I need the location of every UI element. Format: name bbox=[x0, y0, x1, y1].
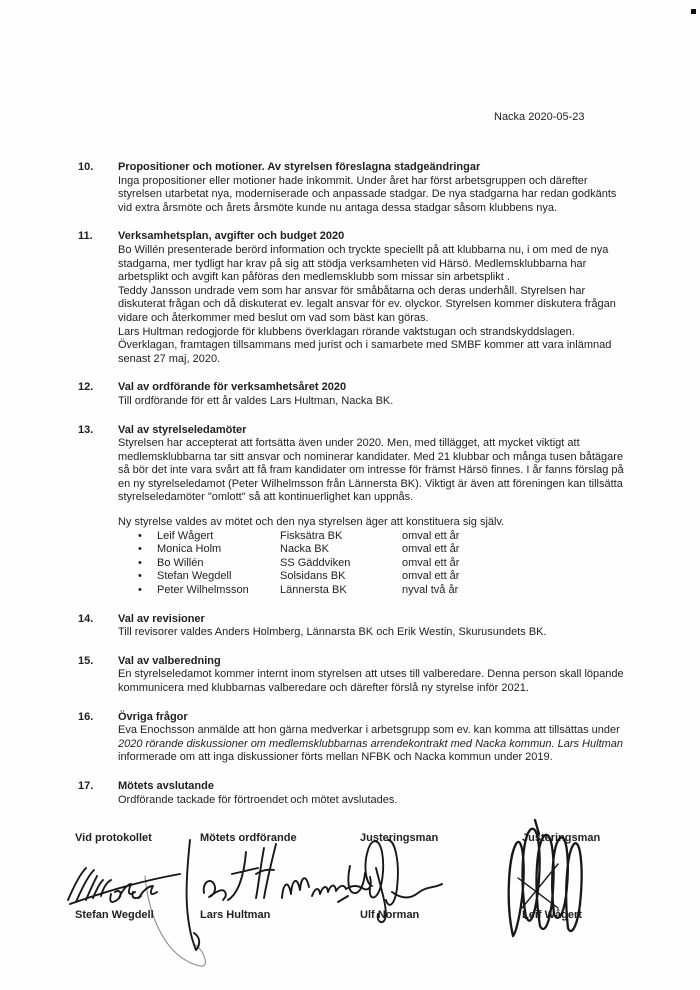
body-line: Inga propositioner eller motioner hade inkommit. Under året har först arbetsgruppen och därefter bbox=[118, 174, 588, 187]
member-term: nyval två år bbox=[402, 584, 459, 597]
bullet-icon: • bbox=[138, 529, 142, 542]
section-title: Val av valberedning bbox=[118, 654, 221, 667]
body-line: En styrelseledamot kommer internt inom styrelsen att utses till valberedare. Denna person skall löpande bbox=[118, 668, 624, 681]
signature-role-label: Justeringsman bbox=[360, 832, 439, 845]
section-title: Val av ordförande för verksamhetsåret 2020 bbox=[118, 381, 347, 394]
section-number: 15. bbox=[78, 654, 94, 667]
member-club: Fisksätra BK bbox=[280, 529, 343, 542]
section-number: 11. bbox=[78, 230, 93, 243]
body-line: Ordförande tackade för förtroendet och mötet avslutades. bbox=[118, 793, 398, 806]
body-line: vidare och återkommer med beslut om vad som bäst kan göras. bbox=[118, 311, 429, 324]
section-11 bbox=[78, 230, 658, 366]
section-title: Verksamhetsplan, avgifter och budget 2020 bbox=[118, 230, 345, 243]
bullet-icon: • bbox=[138, 584, 142, 597]
board-member-row bbox=[118, 543, 658, 557]
signature-role-label: Vid protokollet bbox=[75, 832, 152, 845]
body-line: styrelseledamöter "omlott" så att kontinuerlighet kan uppnås. bbox=[118, 491, 414, 504]
section-title: Val av revisioner bbox=[118, 612, 205, 625]
body-line: Teddy Jansson undrade vem som har ansvar för småbåtarna och deras underhåll. Styrelsen har bbox=[118, 284, 586, 297]
section-number: 17. bbox=[78, 779, 94, 792]
body-line: diskuterat frågan och då diskuterat ev. legalt ansvar för ev. olyckor. Styrelsen kommer diskutera frågan bbox=[118, 298, 616, 311]
signature-name: Ulf Norman bbox=[360, 909, 420, 922]
section-number: 12. bbox=[78, 381, 94, 394]
body-line: informerade om att inga diskussioner förts mellan NFBK och Nacka kommun under 2019. bbox=[118, 751, 553, 764]
member-term: omval ett år bbox=[402, 570, 460, 583]
section-title: Val av styrelseledamöter bbox=[118, 423, 247, 436]
body-line: medlemsklubbarna tar sitt ansvar och nominerar kandidater. Med 21 klubbar och många tusen båtägare bbox=[118, 450, 624, 463]
member-name: Peter Wilhelmsson bbox=[157, 584, 249, 597]
body-line: 2020 rörande diskussioner om medlemsklubbarnas arrendekontrakt med Nacka kommun. Lars Hultman bbox=[118, 737, 624, 750]
body-line: Lars Hultman redogjorde för klubbens överklagan rörande vaktstugan och strandskyddslagen. bbox=[118, 325, 575, 338]
board-list-intro: Ny styrelse valdes av mötet och den nya styrelsen äger att konstituera sig själv. bbox=[118, 516, 505, 529]
signature-name: Leif Wågert bbox=[522, 909, 582, 922]
member-club: SS Gäddviken bbox=[280, 556, 351, 569]
signature-names-row bbox=[75, 909, 655, 923]
section-12 bbox=[78, 381, 658, 408]
scan-artifact-dot bbox=[691, 9, 696, 14]
section-15 bbox=[78, 655, 658, 696]
body-line: Överklagan, framtagen tillsammans med jurist och i samarbete med SMBF kommer att vara inlämnad bbox=[118, 339, 612, 352]
body-line: så bör det inte vara svårt att få fram kandidater om intresse för främst Härsö finnes. I år fanns förslag på bbox=[118, 464, 624, 477]
document-date: Nacka 2020-05-23 bbox=[494, 111, 585, 123]
board-member-row bbox=[118, 557, 658, 571]
section-10 bbox=[78, 161, 658, 215]
signature-block bbox=[75, 832, 655, 990]
section-number: 14. bbox=[78, 612, 94, 625]
signature-role-label: Mötets ordförande bbox=[200, 832, 297, 845]
signature-name: Lars Hultman bbox=[200, 909, 271, 922]
bullet-icon: • bbox=[138, 543, 142, 556]
member-club: Lännersta BK bbox=[280, 584, 347, 597]
body-line: kommunicera med klubbarnas valberedare och därefter förslå ny styrelse inför 2021. bbox=[118, 682, 529, 694]
body-line: Eva Enochsson anmälde att hon gärna medverkar i arbetsgrupp som ev. kan komma att tillsättas under bbox=[118, 724, 620, 737]
document-body bbox=[75, 161, 658, 990]
section-16 bbox=[78, 711, 658, 765]
member-club: Solsidans BK bbox=[280, 570, 346, 583]
signature-lars-hultman-ink bbox=[145, 840, 371, 966]
member-name: Stefan Wegdell bbox=[157, 570, 232, 583]
section-number: 16. bbox=[78, 710, 94, 723]
board-member-row bbox=[118, 584, 658, 598]
signature-stefan-wegdell-ink bbox=[68, 868, 180, 904]
body-line: Till revisorer valdes Anders Holmberg, Lännarsta BK och Erik Westin, Skurusundets BK. bbox=[118, 626, 547, 639]
section-title: Propositioner och motioner. Av styrelsen föreslagna stadgeändringar bbox=[118, 161, 481, 173]
body-line: Bo Willén presenterade berörd information och tryckte speciellt på att klubbarna nu, i om med de nya bbox=[118, 243, 609, 256]
body-line: stadgarna, mer tydligt har krav på sig att stödja verksamheten vid Härsö. Medlemsklubbarna har bbox=[118, 257, 587, 270]
section-title: Mötets avslutande bbox=[118, 779, 214, 792]
board-member-row bbox=[118, 530, 658, 544]
member-name: Monica Holm bbox=[157, 543, 222, 556]
member-term: omval ett år bbox=[402, 556, 460, 569]
body-line: arbetsplikt och avgift kan påföras den medlemsklubb som missar sin arbetsplikt . bbox=[118, 271, 510, 284]
body-line: styrelsen utarbetat nya, moderniserade och anpassade stadgar. De nya stadgarna har redan godkänts bbox=[118, 188, 617, 201]
bullet-icon: • bbox=[138, 556, 142, 569]
member-name: Bo Willén bbox=[157, 556, 204, 569]
section-title: Övriga frågor bbox=[118, 710, 188, 723]
body-line: vid extra årsmöte och årets årsmöte kunde nu antaga dessa stadgar såsom klubbens nya. bbox=[118, 201, 558, 214]
body-line: senast 27 maj, 2020. bbox=[118, 352, 221, 365]
section-14 bbox=[78, 613, 658, 640]
bullet-icon: • bbox=[138, 570, 142, 583]
member-club: Nacka BK bbox=[280, 543, 329, 556]
section-number: 10. bbox=[78, 161, 94, 173]
signature-roles-row bbox=[75, 832, 655, 846]
signature-name: Stefan Wegdell bbox=[75, 909, 154, 922]
body-line: Till ordförande för ett år valdes Lars Hultman, Nacka BK. bbox=[118, 394, 394, 407]
body-line: en ny styrelseledamot (Peter Wilhelmsson från Lännersta BK). Viktigt är även att föreningen kan tillsätta bbox=[118, 477, 623, 490]
body-line: Styrelsen har accepterat att fortsätta även under 2020. Men, med tillägget, att mycket viktigt att bbox=[118, 437, 580, 450]
board-member-row bbox=[118, 570, 658, 584]
member-name: Leif Wågert bbox=[157, 529, 214, 542]
section-17 bbox=[78, 780, 658, 807]
signature-role-label: Justeringsman bbox=[522, 832, 601, 845]
member-term: omval ett år bbox=[402, 529, 460, 542]
section-number: 13. bbox=[78, 423, 94, 436]
section-13 bbox=[78, 424, 658, 598]
member-term: omval ett år bbox=[402, 543, 460, 556]
